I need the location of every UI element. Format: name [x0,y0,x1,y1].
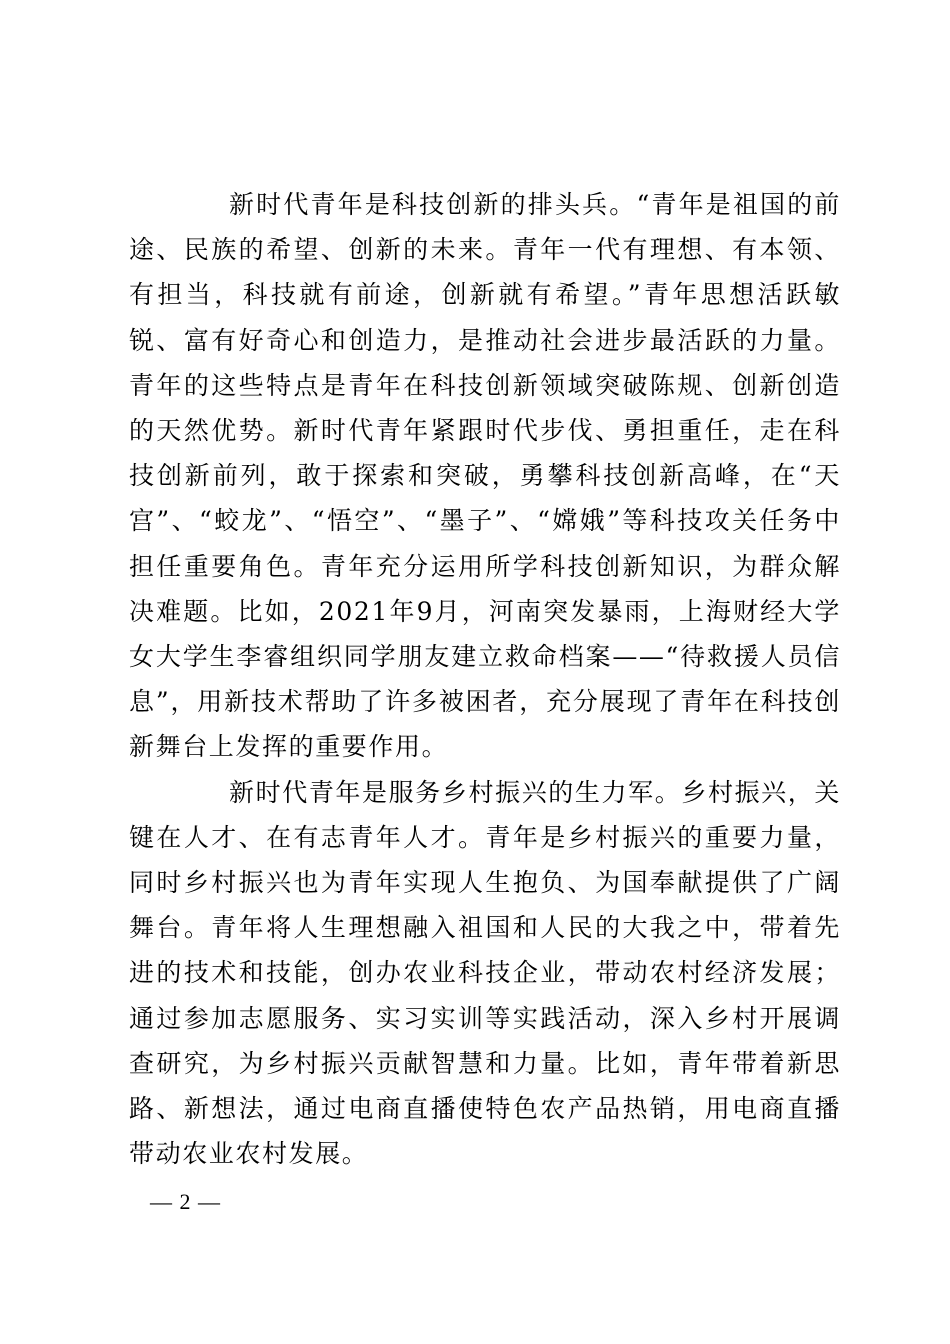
page-number: — 2 — [150,1189,221,1214]
paragraph-rural-revitalization: 新时代青年是服务乡村振兴的生力军。乡村振兴，关键在人才、在有志青年人才。青年是乡村振兴的重要力量，同时乡村振兴也为青年实现人生抱负、为国奉献提供了广阔舞台。青年将人生理想融入祖国和人民的大我之中，带着先进的技术和技能，创办农业科技企业，带动农村经济发展；通过参加志愿服务、实习实训等实践活动，深入乡村开展调查研究，为乡村振兴贡献智慧和力量。比如，青年带着新思路、新想法，通过电商直播使特色农产品热销，用电商直播带动农业农村发展。 [129,777,841,1169]
paragraph-tech-innovation: 新时代青年是科技创新的排头兵。“青年是祖国的前途、民族的希望、创新的未来。青年一代有理想、有本领、有担当，科技就有前途，创新就有希望。”青年思想活跃敏锐、富有好奇心和创造力，是推动社会进步最活跃的力量。青年的这些特点是青年在科技创新领域突破陈规、创新创造的天然优势。新时代青年紧跟时代步伐、勇担重任，走在科技创新前列，敢于探索和突破，勇攀科技创新高峰，在“天宫”、“蛟龙”、“悟空”、“墨子”、“嫦娥”等科技攻关任务中担任重要角色。青年充分运用所学科技创新知识，为群众解决难题。比如，2021年9月，河南突发暴雨，上海财经大学女大学生李睿组织同学朋友建立救命档案——“待救援人员信息”，用新技术帮助了许多被困者，充分展现了青年在科技创新舞台上发挥的重要作用。 [129,190,841,762]
document-body [129,182,841,1176]
